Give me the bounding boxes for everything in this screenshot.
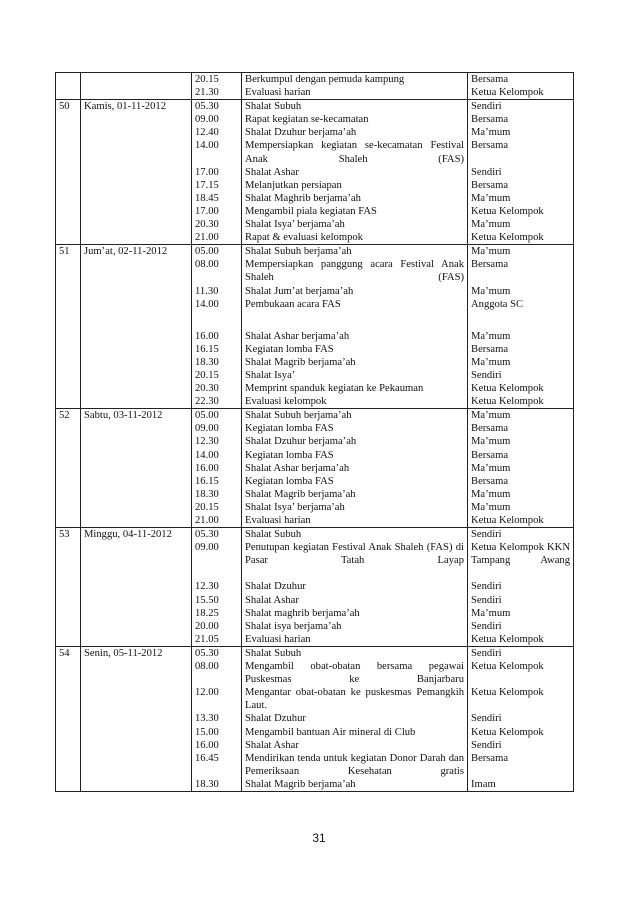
activity-entry: Shalat Jum’at berjama’ah: [245, 285, 354, 297]
time-entry: 18.25: [195, 607, 219, 619]
activity-entry: Evaluasi harian: [245, 515, 311, 526]
time-entry: 16.00: [195, 330, 219, 342]
note-entry: Ketua Kelompok: [471, 396, 544, 408]
note-entry: Anggota SC: [471, 298, 524, 310]
note-entry: Sendiri: [471, 166, 502, 178]
note-entry: Ketua Kelompok: [471, 726, 544, 738]
row-number-cell: 53: [56, 528, 81, 647]
activity-cell: [242, 646, 468, 791]
time-cell: [192, 409, 242, 528]
activity-cell: [242, 100, 468, 245]
time-entry: 05.30: [195, 529, 219, 541]
note-entry: Bersama: [471, 449, 509, 461]
note-entry: Ma’mum: [471, 330, 511, 342]
activity-entry: Rapat & evaluasi kelompok: [245, 232, 363, 244]
note-entry: Sendiri: [471, 581, 502, 593]
row-number-cell: 54: [56, 646, 81, 791]
time-entry: 05.00: [195, 410, 219, 422]
time-entry: 16.45: [195, 752, 219, 764]
note-entry: Ketua Kelompok: [471, 232, 544, 244]
activity-entry: Shalat Isya’ berjama’ah: [245, 219, 345, 231]
activity-cell: [242, 528, 468, 647]
time-entry: 17.15: [195, 179, 219, 191]
table-row: [56, 409, 574, 528]
row-number-cell: 50: [56, 100, 81, 245]
note-entry: Sendiri: [471, 713, 502, 725]
time-entry: 16.15: [195, 343, 219, 355]
time-entry: 13.30: [195, 713, 219, 725]
note-entry: Ketua Kelompok: [471, 515, 544, 526]
note-entry: Bersama: [471, 343, 509, 355]
note-entry: Sendiri: [471, 620, 502, 632]
activity-entry: Evaluasi harian: [245, 87, 311, 99]
note-cell: [468, 409, 574, 528]
note-cell: [468, 73, 574, 100]
time-entry: 20.15: [195, 369, 219, 381]
note-entry: Bersama: [471, 423, 509, 435]
time-cell: [192, 100, 242, 245]
blank-spacer: [471, 311, 570, 330]
activity-entry: Shalat Ashar: [245, 739, 299, 751]
note-entry: Ma’mum: [471, 436, 511, 448]
activity-entry: Shalat isya berjama’ah: [245, 620, 342, 632]
activity-entry: Shalat Subuh: [245, 101, 302, 113]
time-entry: 20.30: [195, 219, 219, 231]
note-entry: Ma’mum: [471, 462, 511, 474]
time-entry: 20.15: [195, 501, 219, 513]
activity-entry: Kegiatan lomba FAS: [245, 449, 334, 461]
activity-cell: [242, 73, 468, 100]
activity-entry: Mempersiapkan panggung acara Festival Anak Shaleh (FAS): [245, 259, 464, 284]
note-entry: Ma’mum: [471, 501, 511, 513]
activity-entry: Mengambil piala kegiatan FAS: [245, 205, 377, 217]
time-entry: 09.00: [195, 114, 219, 126]
activity-entry: Evaluasi harian: [245, 633, 311, 645]
note-entry: Bersama: [471, 259, 509, 271]
time-entry: 11.30: [195, 285, 219, 297]
time-entry: 17.00: [195, 166, 219, 178]
note-entry: Ketua Kelompok: [471, 661, 544, 673]
activity-cell: [242, 409, 468, 528]
day-date-cell: [81, 73, 192, 100]
activity-entry: Shalat Isya’ berjama’ah: [245, 501, 345, 513]
time-cell: [192, 245, 242, 409]
note-entry: Bersama: [471, 114, 509, 126]
activity-entry: Shalat Ashar berjama’ah: [245, 330, 350, 342]
row-number-cell: 51: [56, 245, 81, 409]
time-entry: 09.00: [195, 542, 219, 554]
table-row: [56, 73, 574, 100]
activity-entry: Mempersiapkan kegiatan se-kecamatan Festival Anak Shaleh (FAS): [245, 140, 464, 165]
table-row: [56, 646, 574, 791]
activity-entry: Memprint spanduk kegiatan ke Pekauman: [245, 383, 424, 395]
activity-entry: Shalat Dzuhur berjama’ah: [245, 436, 357, 448]
note-cell: [468, 100, 574, 245]
table-row: [56, 100, 574, 245]
day-date-cell: Sabtu, 03-11-2012: [81, 409, 192, 528]
note-entry: Ma’mum: [471, 607, 511, 619]
activity-entry: Shalat maghrib berjama’ah: [245, 607, 360, 619]
activity-entry: Shalat Isya’: [245, 369, 296, 381]
activity-entry: Rapat kegiatan se-kecamatan: [245, 114, 369, 126]
time-entry: 05.30: [195, 647, 219, 659]
time-entry: 22.30: [195, 396, 219, 408]
note-entry: Ketua Kelompok: [471, 205, 544, 217]
activity-entry: Shalat Dzuhur berjama’ah: [245, 127, 357, 139]
row-number-cell: [56, 73, 81, 100]
activity-entry: Shalat Subuh: [245, 647, 302, 659]
time-cell: [192, 73, 242, 100]
note-entry: Ma’mum: [471, 410, 511, 422]
activity-entry: Pembukaan acara FAS: [245, 298, 341, 310]
note-cell: [468, 646, 574, 791]
day-date-cell: Kamis, 01-11-2012: [81, 100, 192, 245]
activity-entry: Mengantar obat-obatan ke puskesmas Pemangkih Laut.: [245, 687, 464, 712]
time-entry: 08.00: [195, 661, 219, 673]
time-entry: 16.15: [195, 475, 219, 487]
time-cell: [192, 528, 242, 647]
time-entry: 15.00: [195, 726, 219, 738]
time-entry: 18.30: [195, 488, 219, 500]
time-entry: 20.00: [195, 620, 219, 632]
note-entry: Sendiri: [471, 594, 502, 606]
time-entry: 15.50: [195, 594, 219, 606]
activity-entry: Penutupan kegiatan Festival Anak Shaleh (FAS) di Pasar Tatah Layap: [245, 542, 464, 567]
activity-entry: Shalat Ashar: [245, 594, 299, 606]
note-cell: [468, 528, 574, 647]
time-entry: 12.30: [195, 436, 219, 448]
time-entry: 14.00: [195, 140, 219, 152]
note-cell: [468, 245, 574, 409]
time-entry: 21.30: [195, 87, 219, 99]
day-date-cell: Senin, 05-11-2012: [81, 646, 192, 791]
activity-entry: Mengambil obat-obatan bersama pegawai Puskesmas ke Banjarbaru: [245, 661, 464, 686]
activity-entry: Shalat Subuh: [245, 529, 302, 541]
note-entry: Ma’mum: [471, 219, 511, 231]
time-entry: 12.00: [195, 687, 219, 699]
note-entry: Ketua Kelompok: [471, 87, 544, 99]
note-entry: Ma’mum: [471, 246, 511, 258]
activity-entry: Shalat Subuh berjama’ah: [245, 246, 352, 258]
activity-entry: Shalat Dzuhur: [245, 581, 306, 593]
time-entry: 17.00: [195, 205, 219, 217]
activity-entry: Mendirikan tenda untuk kegiatan Donor Darah dan Pemeriksaan Kesehatan gratis: [245, 752, 464, 777]
time-entry: 16.00: [195, 739, 219, 751]
time-entry: 12.40: [195, 127, 219, 139]
time-entry: 12.30: [195, 581, 219, 593]
note-entry: Ma’mum: [471, 356, 511, 368]
time-entry: 05.30: [195, 101, 219, 113]
note-entry: Ma’mum: [471, 285, 511, 297]
activity-entry: Evaluasi kelompok: [245, 396, 327, 408]
table-row: [56, 245, 574, 409]
note-entry: Sendiri: [471, 739, 502, 751]
time-entry: 21.00: [195, 515, 219, 526]
blank-spacer: [195, 311, 238, 330]
note-entry: Bersama: [471, 140, 509, 152]
day-date-cell: Minggu, 04-11-2012: [81, 528, 192, 647]
note-entry: Sendiri: [471, 369, 502, 381]
note-entry: Ma’mum: [471, 127, 511, 139]
note-entry: Ketua Kelompok: [471, 687, 544, 699]
time-entry: 18.30: [195, 356, 219, 368]
activity-entry: Shalat Ashar: [245, 166, 299, 178]
note-entry: Ma’mum: [471, 192, 511, 204]
note-entry: Ketua Kelompok: [471, 383, 544, 395]
note-entry: Sendiri: [471, 529, 502, 541]
activity-entry: Kegiatan lomba FAS: [245, 343, 334, 355]
time-entry: 16.00: [195, 462, 219, 474]
time-entry: 18.45: [195, 192, 219, 204]
activity-entry: Kegiatan lomba FAS: [245, 475, 334, 487]
note-entry: Imam: [471, 778, 496, 790]
note-entry: Sendiri: [471, 101, 502, 113]
activity-entry: Melanjutkan persiapan: [245, 179, 342, 191]
time-entry: 08.00: [195, 259, 219, 271]
activity-entry: Shalat Magrib berjama’ah: [245, 488, 356, 500]
blank-spacer: [245, 311, 464, 330]
activity-entry: Shalat Magrib berjama’ah: [245, 778, 356, 790]
activity-entry: Shalat Magrib berjama’ah: [245, 356, 356, 368]
activity-entry: Berkumpul dengan pemuda kampung: [245, 74, 405, 85]
time-entry: 14.00: [195, 298, 219, 310]
time-cell: [192, 646, 242, 791]
note-entry: Ma’mum: [471, 488, 511, 500]
note-entry: Bersama: [471, 475, 509, 487]
time-entry: 20.30: [195, 383, 219, 395]
note-entry: Sendiri: [471, 647, 502, 659]
time-entry: 21.00: [195, 232, 219, 244]
activity-entry: Shalat Dzuhur: [245, 713, 306, 725]
page-number: 31: [312, 831, 326, 845]
time-entry: 20.15: [195, 74, 219, 85]
note-entry: Bersama: [471, 752, 509, 764]
activity-entry: Mengambil bantuan Air mineral di Club: [245, 726, 416, 738]
time-entry: 18.30: [195, 778, 219, 790]
note-entry: Ketua Kelompok: [471, 633, 544, 645]
time-entry: 09.00: [195, 423, 219, 435]
activity-entry: Kegiatan lomba FAS: [245, 423, 334, 435]
time-entry: 14.00: [195, 449, 219, 461]
activity-entry: Shalat Maghrib berjama’ah: [245, 192, 361, 204]
note-entry: Bersama: [471, 74, 509, 85]
note-entry: Bersama: [471, 179, 509, 191]
activity-entry: Shalat Ashar berjama’ah: [245, 462, 350, 474]
time-entry: 21.05: [195, 633, 219, 645]
activity-entry: Shalat Subuh berjama’ah: [245, 410, 352, 422]
row-number-cell: 52: [56, 409, 81, 528]
note-entry: Ketua Kelompok KKN Tampang Awang: [471, 542, 570, 567]
table-row: [56, 528, 574, 647]
activity-cell: [242, 245, 468, 409]
time-entry: 05.00: [195, 246, 219, 258]
activity-log-table: [55, 72, 574, 792]
day-date-cell: Jum’at, 02-11-2012: [81, 245, 192, 409]
